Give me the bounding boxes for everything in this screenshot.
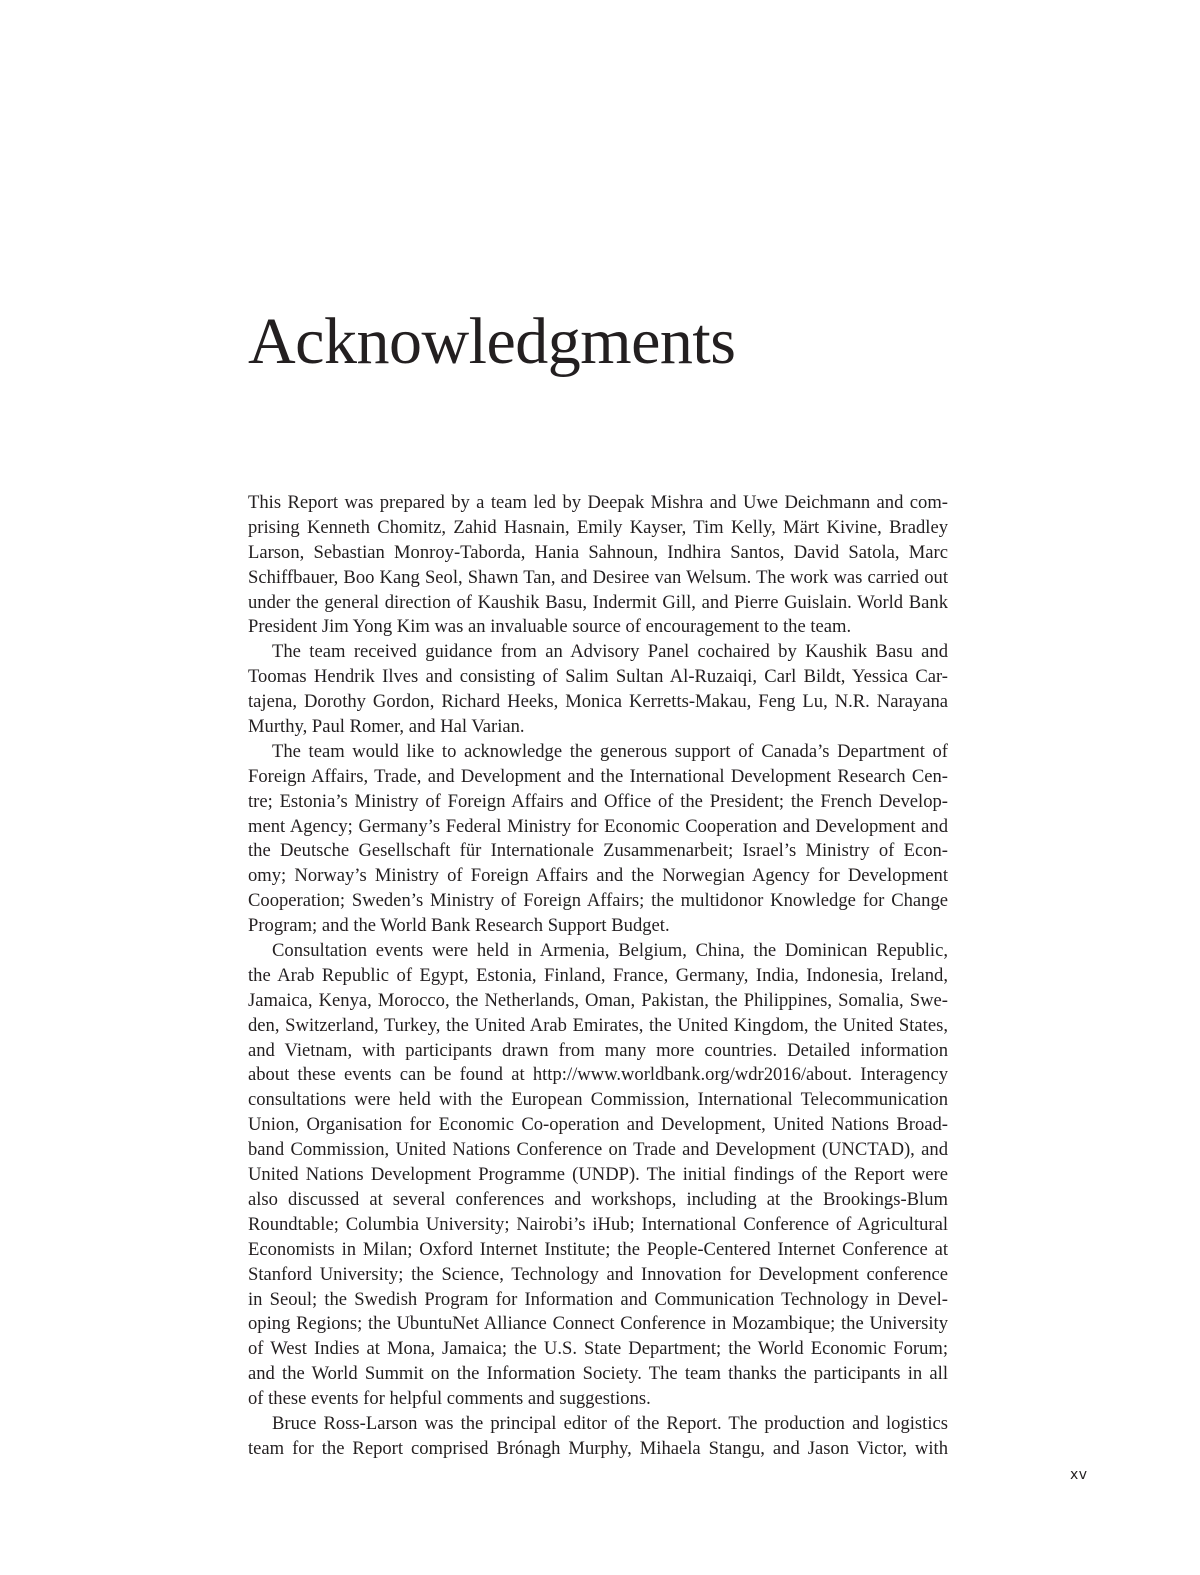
text-line: the Deutsche Gesellschaft für Internationale Zusammenarbeit; Israel’s Ministry of Econ- (248, 840, 948, 862)
text-line: Consultation events were held in Armenia, Belgium, China, the Dominican Republic, (272, 940, 948, 962)
acknowledgments-body (248, 491, 948, 1462)
text-line: team for the Report comprised Brónagh Murphy, Mihaela Stangu, and Jason Victor, with (248, 1437, 948, 1459)
paragraph (248, 740, 948, 939)
text-line: of West Indies at Mona, Jamaica; the U.S. State Department; the World Economic Forum; (248, 1338, 948, 1360)
text-line: The team would like to acknowledge the generous support of Canada’s Department of (272, 740, 948, 762)
text-line: prising Kenneth Chomitz, Zahid Hasnain, Emily Kayser, Tim Kelly, Märt Kivine, Bradley (248, 516, 948, 538)
text-line: Program; and the World Bank Research Support Budget. (248, 915, 670, 937)
text-line: Cooperation; Sweden’s Ministry of Foreign Affairs; the multidonor Knowledge for Change (248, 890, 948, 912)
text-line: of these events for helpful comments and suggestions. (248, 1388, 651, 1410)
text-line: Toomas Hendrik Ilves and consisting of Salim Sultan Al-Ruzaiqi, Carl Bildt, Yessica Car- (248, 666, 948, 688)
text-line: band Commission, United Nations Conference on Trade and Development (UNCTAD), and (248, 1139, 948, 1161)
paragraph (248, 491, 948, 640)
text-line: tajena, Dorothy Gordon, Richard Heeks, Monica Kerretts-Makau, Feng Lu, N.R. Narayana (248, 691, 948, 713)
text-line: under the general direction of Kaushik Basu, Indermit Gill, and Pierre Guislain. World Bank (248, 591, 948, 613)
paragraph (248, 939, 948, 1412)
text-line: Jamaica, Kenya, Morocco, the Netherlands, Oman, Pakistan, the Philippines, Somalia, Swe- (248, 989, 948, 1011)
page-number: xv (1070, 1467, 1088, 1483)
text-line: oping Regions; the UbuntuNet Alliance Connect Conference in Mozambique; the University (248, 1313, 948, 1335)
text-line: United Nations Development Programme (UNDP). The initial findings of the Report were (248, 1164, 948, 1186)
text-line: Economists in Milan; Oxford Internet Institute; the People-Centered Internet Conference at (248, 1238, 948, 1260)
text-line: Schiffbauer, Boo Kang Seol, Shawn Tan, and Desiree van Welsum. The work was carried out (248, 566, 948, 588)
text-line: Larson, Sebastian Monroy-Taborda, Hania Sahnoun, Indhira Santos, David Satola, Marc (248, 541, 948, 563)
text-line: and the World Summit on the Information Society. The team thanks the participants in all (248, 1363, 948, 1385)
text-line: Bruce Ross-Larson was the principal editor of the Report. The production and logistics (272, 1412, 948, 1434)
text-line: tre; Estonia’s Ministry of Foreign Affairs and Office of the President; the French Develop- (248, 790, 948, 812)
text-line: consultations were held with the European Commission, International Telecommunication (248, 1089, 948, 1111)
paragraph (248, 640, 948, 740)
text-line: about these events can be found at http://www.worldbank.org/wdr2016/about. Interagency (248, 1064, 948, 1086)
text-line: This Report was prepared by a team led by Deepak Mishra and Uwe Deichmann and com- (248, 492, 948, 513)
text-line: den, Switzerland, Turkey, the United Arab Emirates, the United Kingdom, the United States, (248, 1014, 948, 1036)
text-line: Union, Organisation for Economic Co-operation and Development, United Nations Broad- (248, 1114, 948, 1136)
text-line: President Jim Yong Kim was an invaluable source of encouragement to the team. (248, 616, 852, 638)
text-line: Foreign Affairs, Trade, and Development and the International Development Research Cen- (248, 765, 948, 787)
text-line: in Seoul; the Swedish Program for Information and Communication Technology in Devel- (248, 1288, 948, 1310)
page-title: Acknowledgments (248, 305, 736, 378)
text-line: omy; Norway’s Ministry of Foreign Affairs and the Norwegian Agency for Development (248, 865, 948, 887)
text-line: The team received guidance from an Advisory Panel cochaired by Kaushik Basu and (272, 641, 948, 663)
text-line: Stanford University; the Science, Technology and Innovation for Development conference (248, 1263, 948, 1285)
text-line: the Arab Republic of Egypt, Estonia, Finland, France, Germany, India, Indonesia, Ireland, (248, 964, 948, 986)
paragraph (248, 1412, 948, 1462)
text-line: Roundtable; Columbia University; Nairobi’s iHub; International Conference of Agricultural (248, 1213, 948, 1235)
text-line: also discussed at several conferences and workshops, including at the Brookings-Blum (248, 1188, 948, 1210)
text-line: Murthy, Paul Romer, and Hal Varian. (248, 716, 525, 738)
text-line: and Vietnam, with participants drawn from many more countries. Detailed information (248, 1039, 948, 1061)
text-line: ment Agency; Germany’s Federal Ministry for Economic Cooperation and Development and (248, 815, 948, 837)
